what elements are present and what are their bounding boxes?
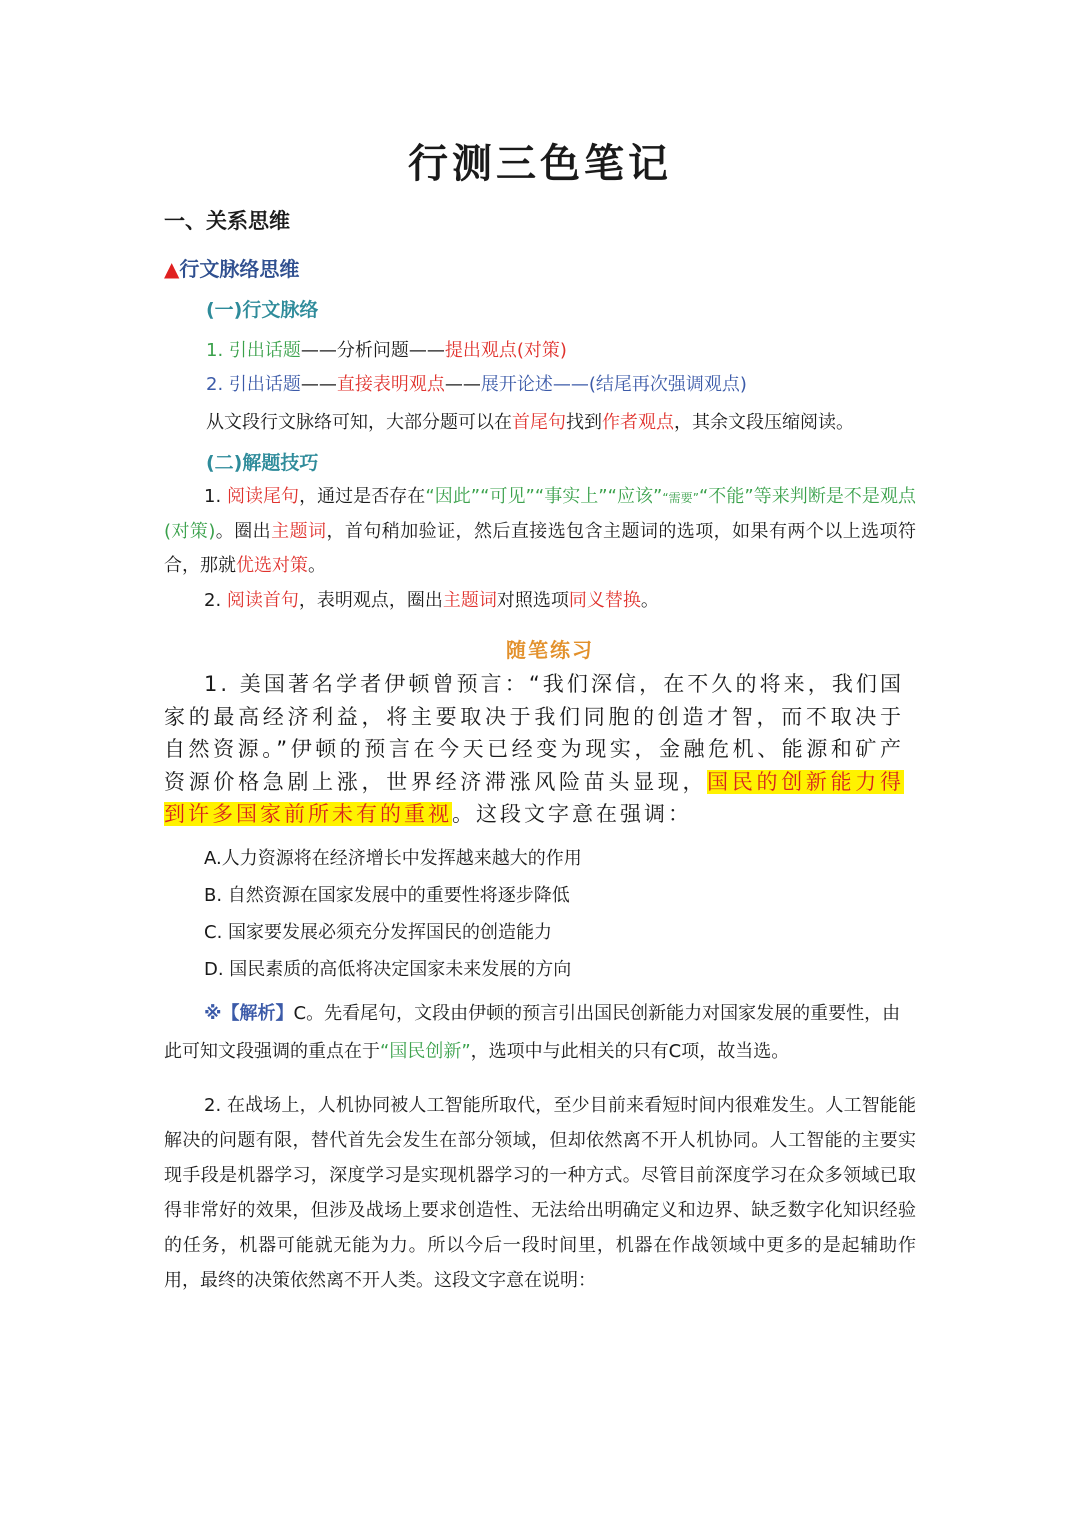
tip-text: 。 — [308, 555, 326, 576]
question-1-analysis — [164, 995, 916, 1071]
question-text: 2. 在战场上，人机协同被人工智能所取代，至少目前来看短时间内很难发生。人工智能能解决的问题有限，替代首先会发生在部分领域，但却依然离不开人机协同。人工智能的主要实现手段是机器学习，深度学习是实现机器学习的一种方式。尽管目前深度学习在众多领域已取得非常好的效果，但涉及战场上要求创造性、无法给出明确定义和边界、缺乏数字化知识经验的任务，机器可能就无能为力。所以今后一段时间里，机器在作战领域中更多的是起辅助作用，最终的决策依然离不开人类。这段文字意在说明： — [164, 1095, 916, 1291]
note-text: 从文段行文脉络可知，大部分题可以在 — [206, 412, 512, 433]
tip-1 — [164, 480, 916, 583]
structure-step: —— — [444, 374, 481, 395]
structure-note — [206, 408, 854, 434]
tip-text: 。圈出 — [215, 521, 272, 542]
question-text: 。这段文字意在强调： — [452, 802, 692, 826]
structure-line-1 — [206, 336, 567, 362]
structure-step: 提出观点(对策) — [444, 340, 567, 361]
option-d: D. 国民素质的高低将决定国家未来发展的方向 — [204, 959, 572, 980]
note-text: 找到 — [566, 412, 602, 433]
option-a: A.人力资源将在经济增长中发挥越来越大的作用 — [204, 848, 582, 869]
tip-keyword: 阅读首句 — [226, 590, 299, 611]
tip-text: 1. — [204, 486, 227, 507]
subsection-label: 行文脉络思维 — [179, 257, 300, 281]
subsection-heading — [164, 253, 299, 282]
tip-keyword: “需要” — [662, 491, 699, 505]
option-b: B. 自然资源在国家发展中的重要性将逐步降低 — [204, 885, 570, 906]
tip-keyword: 主题词 — [442, 590, 497, 611]
analysis-keyword: “国民创新” — [380, 1041, 471, 1062]
tip-keyword: 优选对策 — [236, 555, 308, 576]
tip-text: 对照选项 — [496, 590, 569, 611]
highlighted-text: 国民的创新能力得到许多国家前所未有的重视 — [164, 769, 904, 826]
tip-2 — [164, 584, 916, 618]
tip-keyword: 同义替换 — [568, 590, 641, 611]
structure-step: —— — [300, 374, 337, 395]
option-c: C. 国家要发展必须充分发挥国民的创造能力 — [204, 922, 553, 943]
tip-keyword: 阅读尾句 — [226, 486, 300, 507]
tip-keyword: 主题词 — [271, 521, 327, 542]
structure-step: 展开论述 — [480, 374, 553, 395]
question-text: 1. 美国著名学者伊顿曾预言：“我们深信，在不久的将来，我们国家的最高经济利益，将主要取决于我们同胞的创造才智，而不取决于自然资源。”伊顿的预言在今天已经变为现实，金融危机、能源和矿产资源价格急剧上涨，世界经济滞涨风险苗头显现， — [164, 672, 904, 794]
triangle-icon: ▲ — [164, 257, 180, 281]
part1-heading: (一)行文脉络 — [206, 299, 319, 321]
part2-heading: (二)解题技巧 — [206, 452, 319, 474]
analysis-text: ，选项中与此相关的只有C项，故当选。 — [470, 1041, 790, 1062]
tip-text: ，表明观点，圈出 — [298, 590, 443, 611]
structure-step: 2. 引出话题 — [206, 374, 301, 395]
tip-keyword: “因此”“可见”“事实上”“应该” — [425, 486, 663, 507]
structure-step: 1. 引出话题 — [206, 340, 301, 361]
note-keyword: 首尾句 — [512, 412, 566, 433]
document-title: 行测三色笔记 — [408, 141, 672, 187]
analysis-label: ※【解析】 — [204, 1003, 294, 1024]
analysis-text: C。先看尾句，文段由伊顿的预言引出国民创新能力对国家发展的重要性，由此可知文段强调的重点在于 — [164, 1003, 901, 1062]
practice-title: 随笔练习 — [506, 638, 594, 662]
structure-line-2 — [206, 370, 747, 396]
structure-step: ——分析问题—— — [300, 340, 445, 361]
note-text: ，其余文段压缩阅读。 — [674, 412, 854, 433]
structure-step: 直接表明观点 — [336, 374, 445, 395]
note-keyword: 作者观点 — [602, 412, 674, 433]
tip-text: 。 — [640, 590, 659, 611]
question-2-stem — [164, 1088, 916, 1298]
tip-text: 2. — [204, 590, 227, 611]
question-1-stem — [164, 668, 904, 831]
structure-step: ——(结尾再次强调观点) — [552, 374, 747, 395]
section-heading: 一、关系思维 — [164, 209, 290, 233]
tip-text: ，通过是否存在 — [299, 486, 426, 507]
tip-keyword: “不能”等来判断是不是观点(对策) — [164, 486, 917, 542]
tip-text: ，首句稍加验证，然后直接选包含主题词的选项，如果有两个以上选项符合，那就 — [164, 521, 917, 576]
